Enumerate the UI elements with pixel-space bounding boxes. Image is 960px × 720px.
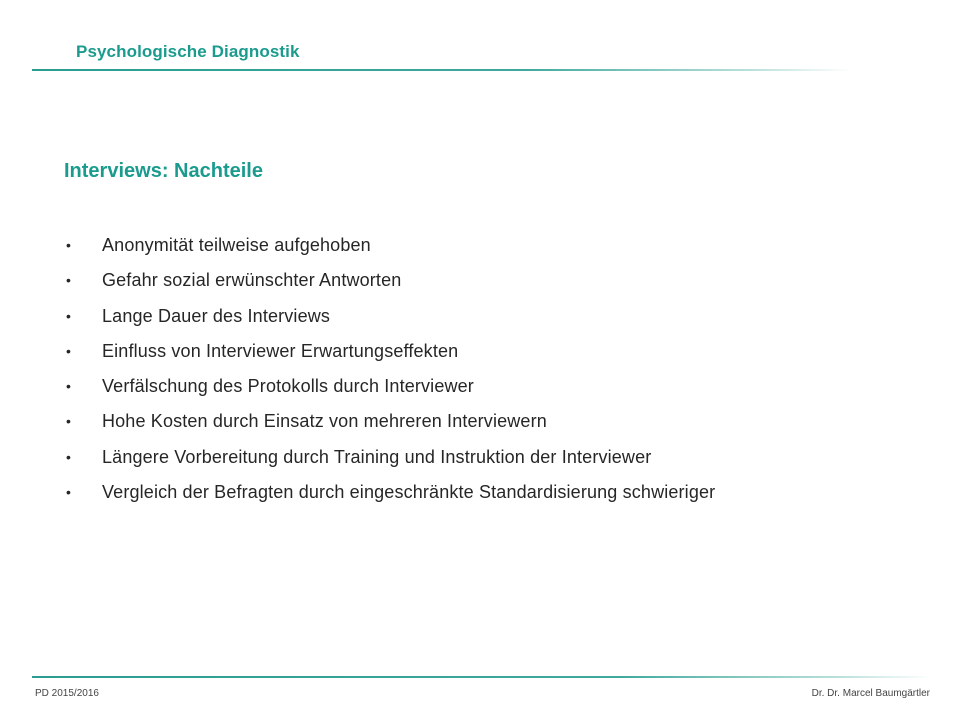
footer-author: Dr. Dr. Marcel Baumgärtler [811, 688, 930, 699]
footer-semester: PD 2015/2016 [35, 688, 99, 699]
list-item [64, 408, 924, 443]
list-item-text: Vergleich der Befragten durch eingeschränkte Standardisierung schwieriger [102, 482, 716, 503]
header-title: Psychologische Diagnostik [76, 42, 300, 61]
bullet-dot-icon: • [66, 272, 72, 289]
list-item-text: Hohe Kosten durch Einsatz von mehreren Interviewern [102, 411, 547, 432]
list-item-text: Längere Vorbereitung durch Training und Instruktion der Interviewer [102, 446, 652, 467]
bullet-dot-icon: • [66, 448, 72, 465]
list-item [64, 373, 924, 408]
header-divider [32, 69, 852, 71]
list-item [64, 232, 924, 267]
bullet-dot-icon: • [66, 237, 72, 253]
footer-divider [32, 676, 932, 678]
list-item-text: Verfälschung des Protokolls durch Interviewer [102, 376, 474, 397]
list-item [64, 267, 924, 302]
bullet-dot-icon: • [66, 307, 72, 324]
bullet-dot-icon: • [66, 342, 72, 359]
bullet-list [64, 232, 924, 514]
list-item [64, 338, 924, 373]
list-item [64, 479, 924, 514]
list-item [64, 444, 924, 479]
list-item-text: Einfluss von Interviewer Erwartungseffekten [102, 340, 459, 361]
bullet-dot-icon: • [66, 378, 72, 395]
bullet-dot-icon: • [66, 484, 72, 501]
list-item-text: Lange Dauer des Interviews [102, 305, 331, 326]
list-item-text: Anonymität teilweise aufgehoben [102, 235, 371, 255]
list-item-text: Gefahr sozial erwünschter Antworten [102, 270, 402, 291]
bullet-dot-icon: • [66, 413, 72, 430]
list-item [64, 303, 924, 338]
slide-title: Interviews: Nachteile [64, 160, 263, 182]
